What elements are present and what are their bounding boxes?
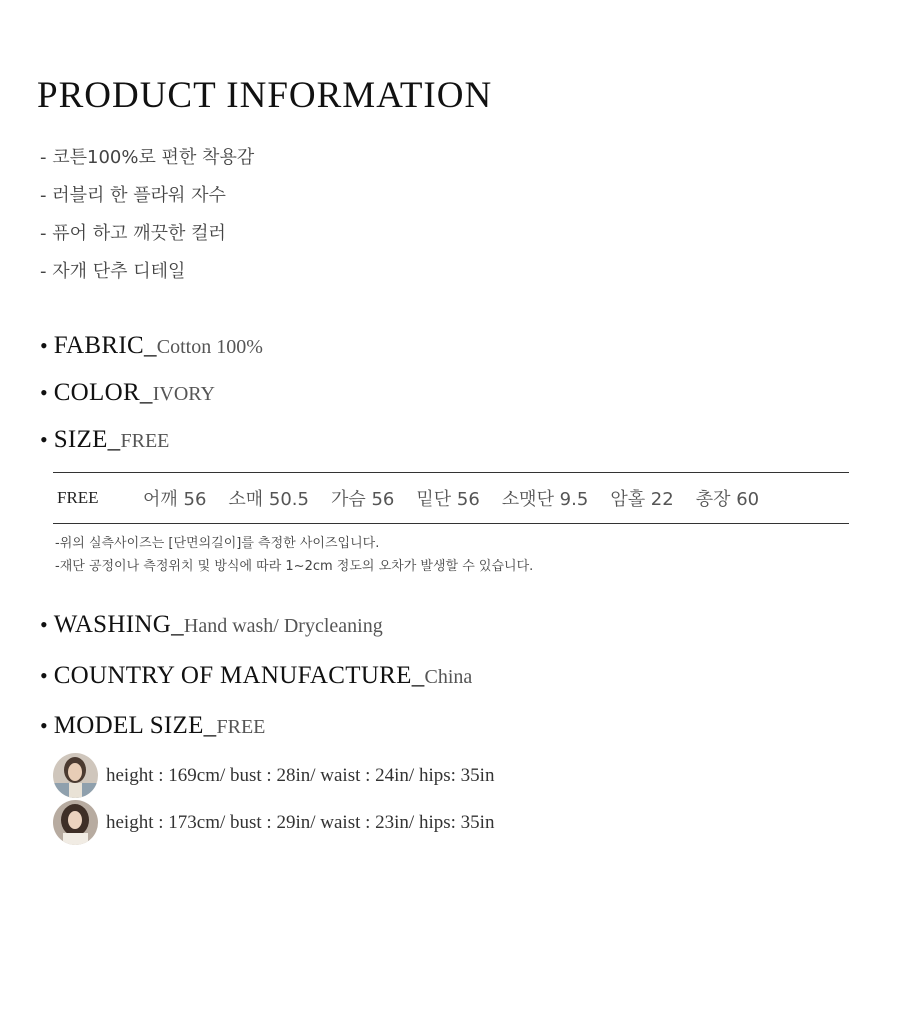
- bullet: •: [40, 612, 48, 637]
- measurement-hem: 밑단 56: [416, 489, 480, 510]
- spec-model-size: [40, 710, 265, 745]
- spec-washing: [40, 609, 383, 644]
- model-avatar: [53, 800, 98, 845]
- spec-label: SIZE_: [53, 426, 121, 453]
- model-row: [53, 800, 494, 845]
- spec-color: [40, 377, 215, 412]
- spec-value: Cotton 100%: [156, 336, 263, 358]
- spec-value: IVORY: [152, 383, 215, 405]
- bullet: •: [40, 427, 48, 452]
- bullet: •: [40, 333, 48, 358]
- bullet: •: [40, 713, 48, 738]
- spec-value: FREE: [216, 716, 266, 738]
- model-measurements: height : 169cm/ bust : 28in/ waist : 24in/ hips: 35in: [106, 764, 495, 786]
- feature-item: - 러블리 한 플라워 자수: [40, 185, 226, 206]
- spec-label: COLOR_: [53, 379, 153, 406]
- note-line: -위의 실측사이즈는 [단면의길이]를 측정한 사이즈입니다.: [55, 536, 380, 551]
- feature-item: - 코튼100%로 편한 착용감: [40, 147, 255, 168]
- measurement-cuff: 소맷단 9.5: [501, 489, 589, 510]
- size-table: [53, 472, 849, 524]
- spec-size: [40, 424, 169, 459]
- bullet: •: [40, 380, 48, 405]
- measurement-armhole: 암홀 22: [610, 489, 674, 510]
- spec-label: WASHING_: [53, 611, 184, 638]
- measurement-sleeve: 소매 50.5: [228, 489, 309, 510]
- size-name: FREE: [57, 488, 99, 507]
- measurement-length: 총장 60: [695, 489, 760, 510]
- model-measurements: height : 173cm/ bust : 29in/ waist : 23in/ hips: 35in: [106, 811, 495, 833]
- feature-list: [40, 145, 254, 297]
- spec-fabric: [40, 330, 263, 365]
- spec-value: FREE: [120, 430, 170, 452]
- spec-label: COUNTRY OF MANUFACTURE_: [53, 662, 425, 689]
- feature-item: - 자개 단추 디테일: [40, 261, 186, 282]
- feature-item: - 퓨어 하고 깨끗한 컬러: [40, 223, 226, 244]
- spec-label: MODEL SIZE_: [53, 712, 217, 739]
- spec-country: [40, 660, 472, 695]
- spec-value: Hand wash/ Drycleaning: [183, 615, 383, 637]
- spec-value: China: [424, 666, 473, 688]
- note-line: -재단 공정이나 측정위치 및 방식에 따라 1~2cm 정도의 오차가 발생할 수 있습니다.: [55, 559, 534, 574]
- model-row: [53, 753, 494, 798]
- measurement-chest: 가슴 56: [330, 489, 395, 510]
- spec-label: FABRIC_: [53, 332, 157, 359]
- bullet: •: [40, 663, 48, 688]
- measurement-shoulder: 어깨 56: [143, 489, 207, 510]
- model-avatar: [53, 753, 98, 798]
- size-notes: [55, 532, 533, 578]
- page-title: PRODUCT INFORMATION: [37, 75, 493, 116]
